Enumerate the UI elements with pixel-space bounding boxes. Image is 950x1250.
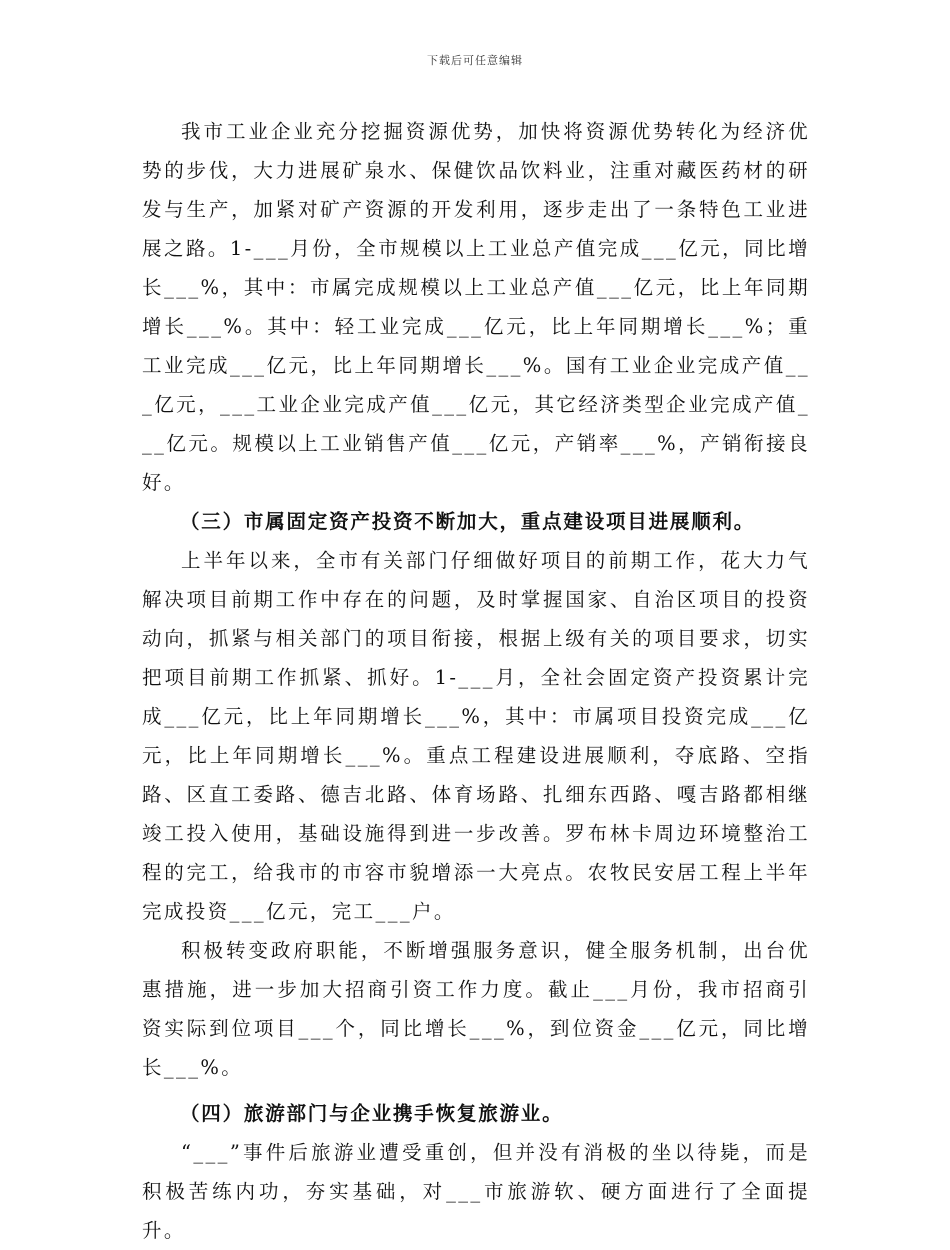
section-heading-three: （三）市属固定资产投资不断加大，重点建设项目进展顺利。 <box>180 510 756 533</box>
paragraph-investment-attraction: 积极转变政府职能，不断增强服务意识，健全服务机制，出台优惠措施，进一步加大招商引资工作力度。截止___月份，我市招商引资实际到位项目___个，同比增长___%，到位资金___亿元，同比增长___%。 <box>142 939 810 1079</box>
section-heading-four: （四）旅游部门与企业携手恢复旅游业。 <box>180 1102 564 1125</box>
document-body <box>142 112 810 1250</box>
paragraph-industry: 我市工业企业充分挖掘资源优势，加快将资源优势转化为经济优势的步伐，大力进展矿泉水、保健饮品饮料业，注重对藏医药材的研发与生产，加紧对矿产资源的开发利用，逐步走出了一条特色工业进展之路。1-___月份，全市规模以上工业总产值完成___亿元，同比增长___%，其中：市属完成规模以上工业总产值___亿元，比上年同期增长___%。其中：轻工业完成___亿元，比上年同期增长___%；重工业完成___亿元，比上年同期增长___%。国有工业企业完成产值___亿元，___工业企业完成产值___亿元，其它经济类型企业完成产值___亿元。规模以上工业销售产值___亿元，产销率___%，产销衔接良好。 <box>142 120 810 494</box>
paragraph-investment: 上半年以来，全市有关部门仔细做好项目的前期工作，花大力气解决项目前期工作中存在的问题，及时掌握国家、自治区项目的投资动向，抓紧与相关部门的项目衔接，根据上级有关的项目要求，切实把项目前期工作抓紧、抓好。1-___月，全社会固定资产投资累计完成___亿元，比上年同期增长___%，其中：市属项目投资完成___亿元，比上年同期增长___%。重点工程建设进展顺利，夺底路、空指路、区直工委路、德吉北路、体育场路、扎细东西路、嘎吉路都相继竣工投入使用，基础设施得到进一步改善。罗布林卡周边环境整治工程的完工，给我市的市容市貌增添一大亮点。农牧民安居工程上半年完成投资___亿元，完工___户。 <box>142 549 810 923</box>
page-header: 下载后可任意编辑 <box>427 54 523 67</box>
paragraph-tourism: “___”事件后旅游业遭受重创，但并没有消极的坐以待毙，而是积极苦练内功，夯实基础，对___市旅游软、硬方面进行了全面提升。 <box>142 1141 810 1242</box>
